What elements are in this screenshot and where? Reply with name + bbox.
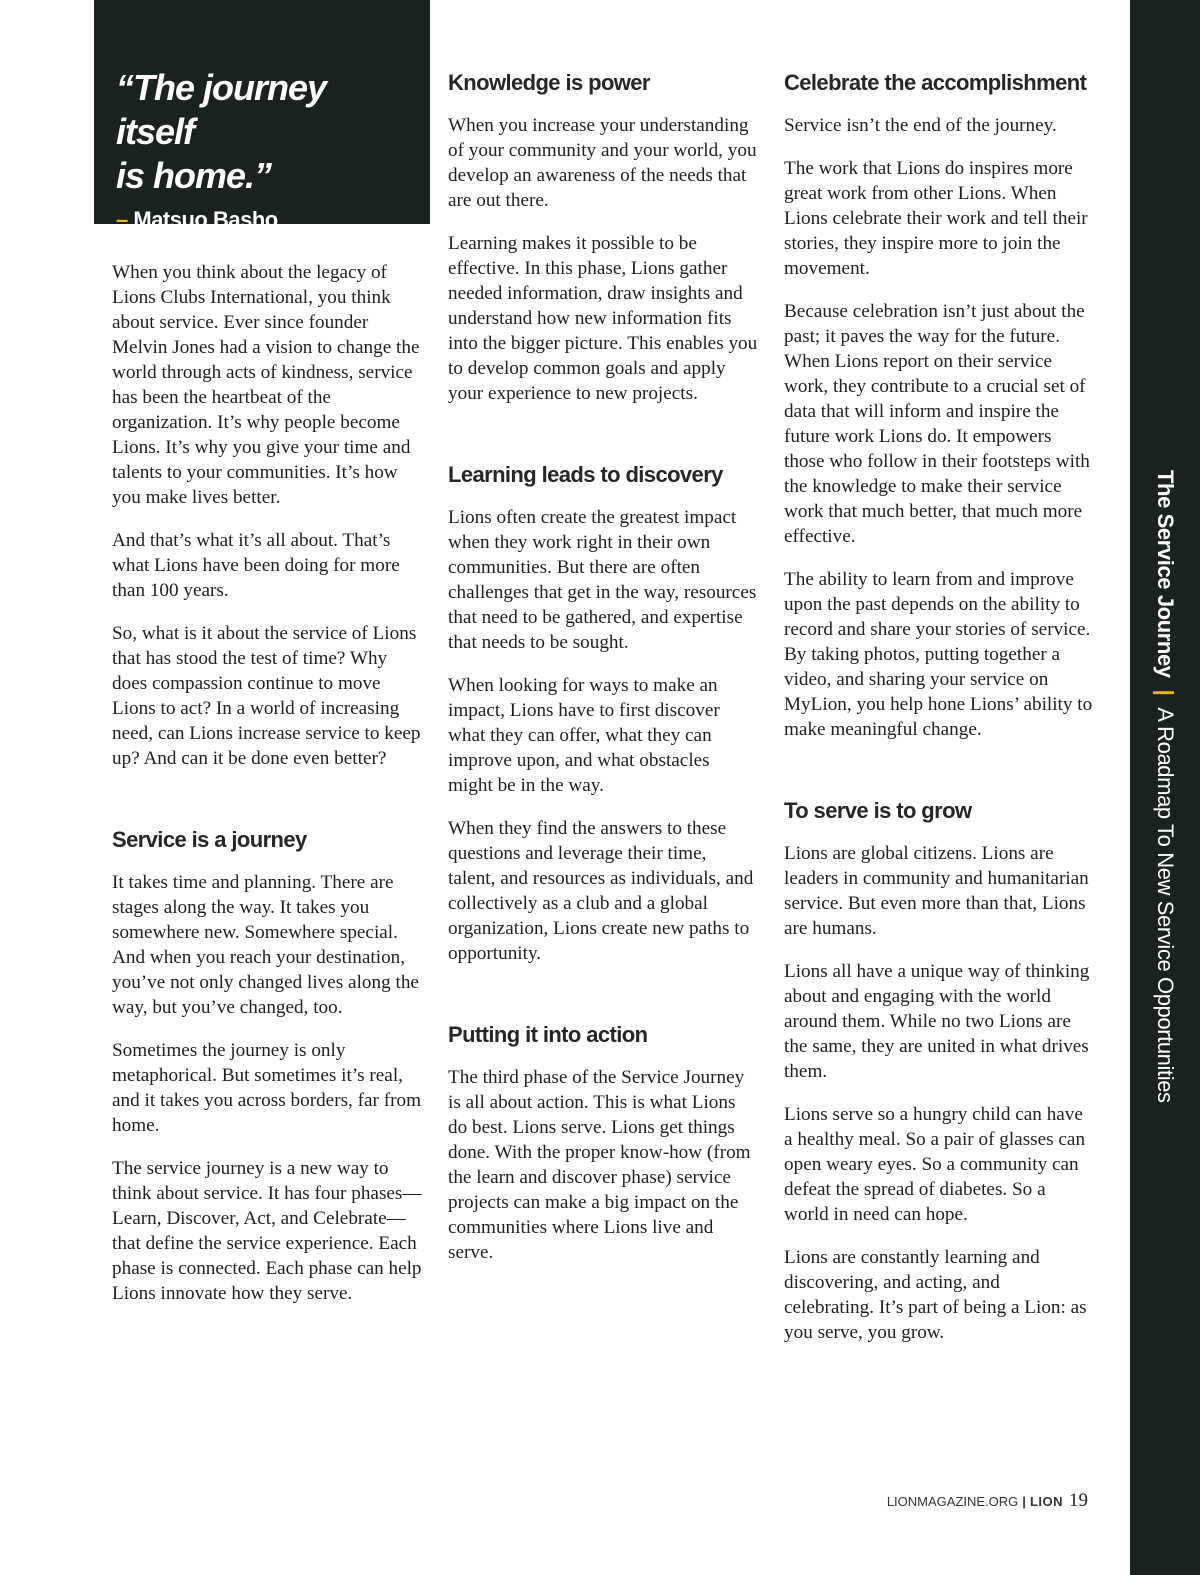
body-paragraph: Sometimes the journey is only metaphorical. But sometimes it’s real, and it takes you across borders, far from home. bbox=[112, 1040, 422, 1136]
body-paragraph: Lions serve so a hungry child can have a healthy meal. So a pair of glasses can open weary eyes. So a community can defeat the spread of diabetes. So a world in need can hope. bbox=[784, 1104, 1086, 1225]
pull-quote-line-1: “The journey itself bbox=[116, 67, 327, 152]
page-number: 19 bbox=[1069, 1490, 1088, 1511]
attribution-dash: – bbox=[116, 207, 128, 232]
body-paragraph: Because celebration isn’t just about the past; it paves the way for the future. When Lions report on their service work, they contribute to a crucial set of data that will inform and inspire the future work Lions do. It empowers those who follow in their footsteps with the knowledge to make their service work that much better, that much more effective. bbox=[784, 301, 1090, 547]
side-title-bar bbox=[1130, 0, 1200, 1575]
section-heading: Knowledge is power bbox=[448, 70, 650, 95]
body-paragraph: Lions are global citizens. Lions are leaders in community and humanitarian service. But even more than that, Lions are humans. bbox=[784, 843, 1089, 939]
pull-quote bbox=[116, 66, 410, 198]
section-heading: To serve is to grow bbox=[784, 798, 972, 823]
body-paragraph: The work that Lions do inspires more great work from other Lions. When Lions celebrate their work and tell their stories, they inspire more to join the movement. bbox=[784, 158, 1088, 279]
section-heading: Celebrate the accomplishment bbox=[784, 70, 1087, 95]
body-paragraph: Learning makes it possible to be effective. In this phase, Lions gather needed information, draw insights and understand how new information fits into the bigger picture. This enables you to develop common goals and apply your experience to new projects. bbox=[448, 233, 758, 404]
footer-magazine: LION bbox=[1029, 1494, 1063, 1509]
body-paragraph: The service journey is a new way to think about service. It has four phases—Learn, Discover, Act, and Celebrate—that define the service experience. Each phase is connected. Each phase can help Lions innovate how they serve. bbox=[112, 1158, 422, 1304]
column-2 bbox=[448, 70, 758, 1283]
column-1 bbox=[112, 260, 422, 1324]
footer-separator: | bbox=[1022, 1494, 1026, 1509]
body-paragraph: When looking for ways to make an impact, Lions have to first discover what they can offer, what they can improve upon, and what obstacles might be in the way. bbox=[448, 675, 720, 796]
body-paragraph: The third phase of the Service Journey is all about action. This is what Lions do best. Lions serve. Lions get things done. With the proper know-how (from the learn and discover phase) service projects can make a big impact on the communities where Lions live and serve. bbox=[448, 1067, 751, 1263]
footer-site: LIONMAGAZINE.ORG bbox=[886, 1494, 1019, 1509]
body-paragraph: Lions all have a unique way of thinking about and engaging with the world around them. While no two Lions are the same, they are united in what drives them. bbox=[784, 961, 1090, 1082]
side-title-separator: | bbox=[1153, 689, 1178, 696]
body-paragraph: So, what is it about the service of Lions that has stood the test of time? Why does compassion continue to move Lions to act? In a world of increasing need, can Lions increase service to keep up? And can it be done even better? bbox=[112, 623, 421, 769]
pull-quote-line-2: is home.” bbox=[116, 155, 272, 196]
side-title bbox=[1151, 470, 1179, 1103]
section-heading: Service is a journey bbox=[112, 827, 307, 852]
section-heading: Putting it into action bbox=[448, 1022, 648, 1047]
body-paragraph: It takes time and planning. There are stages along the way. It takes you somewhere new. Somewhere special. And when you reach your destination, you’ve not only changed lives along the way, but you’ve changed, too. bbox=[112, 872, 419, 1018]
body-paragraph: And that’s what it’s all about. That’s what Lions have been doing for more than 100 years. bbox=[112, 530, 400, 601]
body-paragraph: Service isn’t the end of the journey. bbox=[784, 115, 1057, 136]
body-paragraph: Lions often create the greatest impact when they work right in their own communities. But there are often challenges that get in the way, resources that need to be gathered, and expertise that needs to be sought. bbox=[448, 507, 757, 653]
body-paragraph: The ability to learn from and improve upon the past depends on the ability to record and share your stories of service. By taking photos, putting together a video, and sharing your service on MyLion, you help hone Lions’ ability to make meaningful change. bbox=[784, 569, 1093, 740]
body-paragraph: When they find the answers to these questions and leverage their time, talent, and resources as individuals, and collectively as a club and a global organization, Lions create new paths to opportunity. bbox=[448, 818, 754, 964]
quote-author: Matsuo Basho bbox=[133, 207, 278, 232]
body-paragraph: When you increase your understanding of your community and your world, you develop an awareness of the needs that are out there. bbox=[448, 115, 757, 211]
body-paragraph: When you think about the legacy of Lions Clubs International, you think about service. Ever since founder Melvin Jones had a vision to change the world through acts of kindness, service has been the heartbeat of the organization. It’s why people become Lions. It’s why you give your time and talents to your communities. It’s how you make lives better. bbox=[112, 262, 420, 508]
column-3 bbox=[784, 70, 1094, 1363]
quote-attribution bbox=[116, 206, 410, 234]
section-heading: Learning leads to discovery bbox=[448, 462, 723, 487]
body-paragraph: Lions are constantly learning and discovering, and acting, and celebrating. It’s part of being a Lion: as you serve, you grow. bbox=[784, 1247, 1087, 1343]
side-title-subtitle: A Roadmap To New Service Opportunities bbox=[1153, 707, 1178, 1103]
page-footer bbox=[887, 1490, 1088, 1512]
side-title-main: The Service Journey bbox=[1153, 470, 1178, 678]
pull-quote-box bbox=[94, 0, 430, 232]
